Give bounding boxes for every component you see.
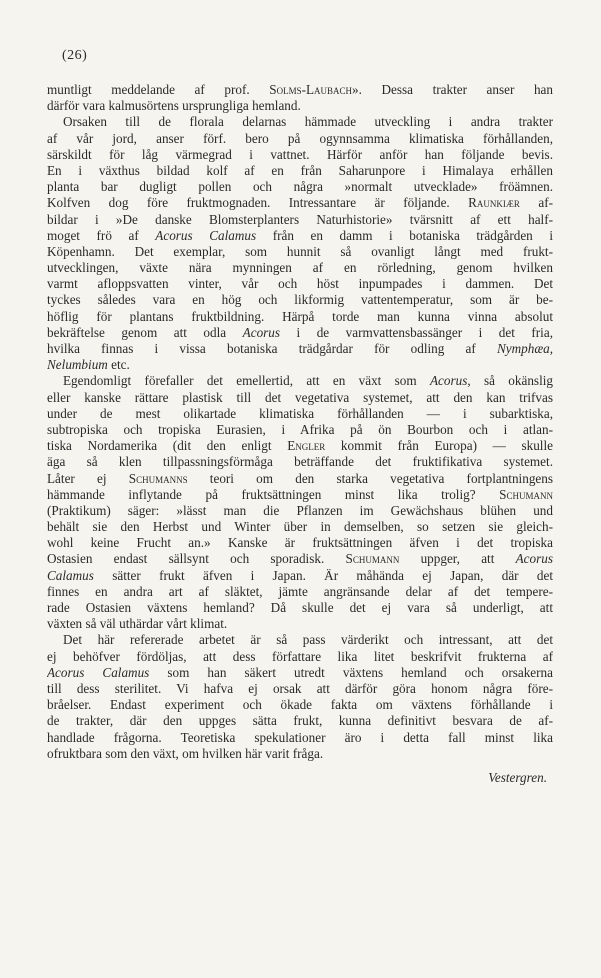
text-line xyxy=(47,438,553,454)
text-line xyxy=(47,82,553,98)
text-run: tiska Nordamerika (dit den enligt xyxy=(47,438,288,454)
text-run: hämmande inflytande på fruktsättningen minst lika trolig? xyxy=(47,486,500,502)
author-name: Schumann xyxy=(345,551,400,567)
text-run: subtropiska och tropiska Eurasien, i Afrika på ön Bourbon och i atlan- xyxy=(47,421,553,437)
text-line xyxy=(47,632,553,648)
text-line xyxy=(47,584,553,600)
text-run: handlade frågorna. Teoretiska spekulationer äro i detta fall minst lika xyxy=(47,729,553,745)
text-line xyxy=(47,98,553,114)
text-line xyxy=(47,503,553,519)
text-line xyxy=(47,260,553,276)
text-line xyxy=(47,244,553,260)
text-run: planta bar dugligt pollen och några »normalt utvecklade» fröämnen. xyxy=(47,179,553,195)
signature-line xyxy=(47,770,553,786)
text-run: (Praktikum) säger: »lässt man die Pflanzen im Gewächshaus blühen und xyxy=(47,502,553,518)
text-run: sätter frukt äfven i Japan. Är måhända ej Japan, där det xyxy=(93,567,553,583)
italic-text: Nymphæa, xyxy=(496,341,553,356)
text-run: Köpenhamn. Det exemplar, som hunnit så ovanligt långt med frukt- xyxy=(47,243,553,259)
text-run: särskildt för låg värmegrad i vattnet. Härför anför han följande bevis. xyxy=(47,146,553,162)
text-run: muntligt meddelande af prof. xyxy=(47,82,270,97)
author-signature: Vestergren. xyxy=(488,769,547,785)
italic-text: Acorus Calamus xyxy=(155,227,257,243)
text-run: ». Dessa trakter anser han xyxy=(352,82,553,97)
text-line xyxy=(47,746,553,762)
text-run: moget frö af xyxy=(47,227,156,243)
text-run: etc. xyxy=(107,357,130,373)
text-line xyxy=(47,535,553,551)
text-run: af- xyxy=(519,195,553,211)
text-run: varmt afloppsvatten vinter, vår och höst inpumpades i dammen. Det xyxy=(47,276,553,292)
text-run: , så okänslig xyxy=(467,373,553,389)
author-name: Solms-Laubach xyxy=(269,82,353,97)
text-run: af vår jord, anser förf. bero på ogynnsamma klimatiska förhållanden, xyxy=(47,130,553,146)
text-run: ej behöfver fördöljas, att dess författare lika litet beskrifvit frukterna af xyxy=(47,648,553,664)
text-run: höflig för plantans fruktbildning. Härpå torde man kunna vinna absolut xyxy=(47,308,553,324)
text-line xyxy=(47,390,553,406)
text-run: eller kanske rättare plastisk till det vegetativa systemet, att den kan trifvas xyxy=(47,389,553,405)
text-run: utvecklingen, växte nära mynningen af en rörledning, genom hvilken xyxy=(47,260,553,276)
text-line xyxy=(47,519,553,535)
author-name: Schumanns xyxy=(128,470,188,486)
text-line xyxy=(47,454,553,470)
text-line xyxy=(47,487,553,503)
text-run: tyckes således vara en hög och likformig vattentemperatur, som är be- xyxy=(47,292,553,308)
text-run: Det här refererade arbetet är så pass värderikt och intressant, att det xyxy=(63,632,553,648)
text-line xyxy=(47,649,553,665)
text-line xyxy=(47,131,553,147)
text-line xyxy=(47,373,553,389)
text-run: bildar i »De danske Blomsterplanters Naturhistorie» tvärsnitt af ett half- xyxy=(47,211,553,227)
text-line xyxy=(47,276,553,292)
text-line xyxy=(47,114,553,130)
text-line xyxy=(47,228,553,244)
text-line xyxy=(47,341,553,357)
italic-text: Acorus xyxy=(429,373,468,389)
text-run: wohl keine Frucht an.» Kanske är fruktsättningen äfven i det tropiska xyxy=(47,535,553,551)
author-name: Engler xyxy=(287,438,326,454)
text-run: Kolfven dog före fruktmognaden. Intressantare är följande. xyxy=(47,195,469,211)
text-line xyxy=(47,681,553,697)
text-line xyxy=(47,422,553,438)
text-line xyxy=(47,406,553,422)
author-name: Raunkiær xyxy=(468,195,520,211)
text-line xyxy=(47,730,553,746)
text-run: som han säkert utredt växtens hemland och orsakerna xyxy=(149,664,553,680)
italic-text: Acorus xyxy=(242,324,281,340)
text-line xyxy=(47,568,553,584)
text-run: äga så klen tillpassningsförmåga beträffande det fruktifikativa systemet. xyxy=(47,454,553,470)
text-line xyxy=(47,713,553,729)
text-run: Egendomligt förefaller det emellertid, att en växt som xyxy=(63,373,430,389)
text-run: de trakter, där den uppges sätta frukt, kunna definitivt besvara de af- xyxy=(47,713,553,729)
text-run: under de mest olikartade klimatiska förhållanden — i subarktiska, xyxy=(47,405,553,421)
text-line xyxy=(47,616,553,632)
text-run: En i växthus bildad kolf af en från Saharunpore i Himalaya erhållen xyxy=(47,162,553,178)
text-line xyxy=(47,551,553,567)
text-run: i de varmvattensbassänger i det fria, xyxy=(280,324,553,340)
text-line xyxy=(47,471,553,487)
italic-text: Calamus xyxy=(47,567,94,583)
text-run: Orsaken till de florala delarnas hämmade utveckling i andra trakter xyxy=(63,114,553,130)
text-run: behält sie den Herbst und Winter über in demselben, so setzen sie gleich- xyxy=(47,519,553,535)
text-line xyxy=(47,325,553,341)
text-line xyxy=(47,600,553,616)
text-run: växten så väl uthärdar vårt klimat. xyxy=(47,616,228,632)
text-line xyxy=(47,147,553,163)
text-run: ofruktbara som den växt, om hvilken här varit fråga. xyxy=(47,745,324,761)
text-run: därför vara kalmusörtens ursprungliga hemland. xyxy=(47,98,301,114)
text-line xyxy=(47,665,553,681)
text-run: uppger, att xyxy=(399,551,516,567)
text-run: hvilka finnas i vissa botaniska trädgårdar för odling af xyxy=(47,341,497,356)
text-line xyxy=(47,697,553,713)
text-line xyxy=(47,292,553,308)
text-run: teori om den starka vegetativa fortplantningens xyxy=(187,470,553,486)
text-run: bråelser. Endast experiment och ökade fakta om växtens förhållande i xyxy=(47,697,553,713)
text-run: finnes en andra art af släktet, jämte angränsande delar af det tempere- xyxy=(47,583,553,599)
text-run: Låter ej xyxy=(47,470,129,486)
italic-text: Acorus Calamus xyxy=(47,664,150,680)
text-line xyxy=(47,179,553,195)
text-line xyxy=(47,195,553,211)
text-run: till dess sterilitet. Vi hafva ej orsak att därför göra honom några före- xyxy=(47,680,553,696)
page-number: (26) xyxy=(62,48,88,63)
article-body xyxy=(47,82,553,786)
author-name: Schumann xyxy=(499,486,553,502)
text-run: från en damm i botaniska trädgården i xyxy=(256,227,553,243)
text-run: Ostasien endast sällsynt och sporadisk. xyxy=(47,551,346,567)
text-line xyxy=(47,357,553,373)
text-line xyxy=(47,309,553,325)
text-run: bekräftelse genom att odla xyxy=(47,324,243,340)
text-run: kommit från Europa) — skulle xyxy=(325,438,553,454)
text-line xyxy=(47,163,553,179)
text-line xyxy=(47,212,553,228)
italic-text: Nelumbium xyxy=(47,357,108,373)
text-run: rade Ostasien växtens hemland? Då skulle det ej vara så underligt, att xyxy=(47,600,553,615)
italic-text: Acorus xyxy=(515,551,553,567)
